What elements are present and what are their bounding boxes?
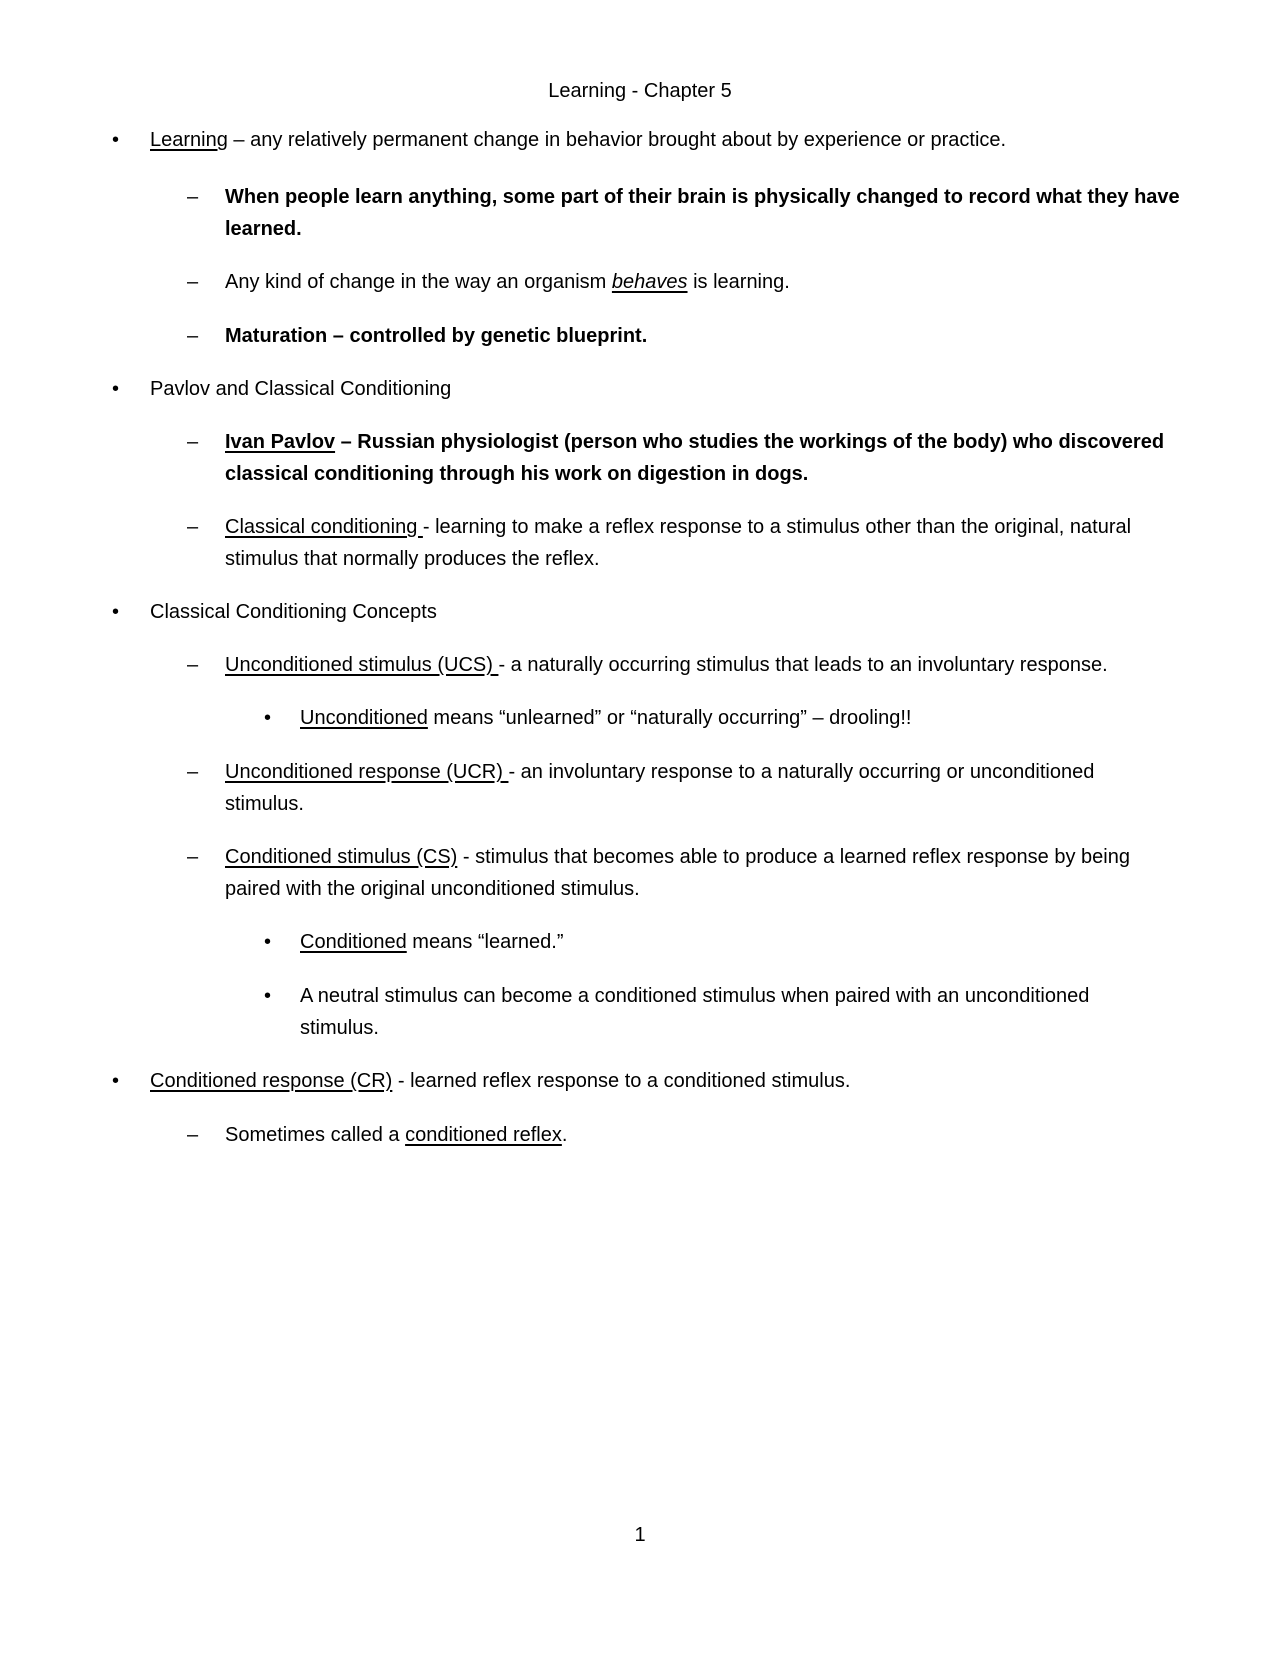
bullet-marker: • bbox=[112, 1070, 120, 1092]
term-conditioned-reflex: conditioned reflex bbox=[405, 1124, 562, 1146]
dash-marker: – bbox=[187, 271, 199, 293]
dash-marker: – bbox=[187, 186, 199, 208]
dash-marker: – bbox=[187, 325, 199, 347]
ucr-line2: stimulus. bbox=[225, 793, 304, 815]
dash-marker: – bbox=[187, 1124, 199, 1146]
term-ucs: Unconditioned stimulus (UCS) bbox=[225, 654, 499, 676]
concepts-heading: Classical Conditioning Concepts bbox=[150, 601, 437, 623]
behaves-pre: Any kind of change in the way an organism bbox=[225, 271, 612, 293]
cs-line1 bbox=[225, 841, 1130, 873]
cs-line2: paired with the original unconditioned stimulus. bbox=[225, 878, 640, 900]
unconditioned-meaning-line bbox=[300, 702, 911, 734]
unconditioned-meaning-text: means “unlearned” or “naturally occurring” – drooling!! bbox=[427, 707, 912, 729]
reflex-post: . bbox=[561, 1124, 568, 1146]
term-classical-conditioning: Classical conditioning bbox=[225, 516, 423, 538]
reflex-pre: Sometimes called a bbox=[225, 1124, 406, 1146]
term-cs: Conditioned stimulus (CS) bbox=[225, 846, 458, 868]
term-learning: Learning bbox=[150, 129, 228, 151]
ucs-line bbox=[225, 649, 1108, 681]
dash-marker: – bbox=[187, 516, 199, 538]
ucr-text1: - an involuntary response to a naturally occurring or unconditioned bbox=[508, 761, 1095, 783]
bullet-marker: • bbox=[264, 931, 272, 953]
learning-def-text: – any relatively permanent change in behavior brought about by experience or practice. bbox=[227, 129, 1007, 151]
term-unconditioned: Unconditioned bbox=[300, 707, 428, 729]
cs-text1: - stimulus that becomes able to produce a learned reflex response by being bbox=[457, 846, 1130, 868]
brain-change-text1: When people learn anything, some part of their brain is physically changed to record what they have bbox=[225, 186, 1180, 208]
brain-change-line1 bbox=[225, 181, 1180, 213]
ivan-pavlov-text1: – Russian physiologist (person who studies the workings of the body) who discovered bbox=[335, 431, 1165, 453]
behaves-post: is learning. bbox=[687, 271, 790, 293]
classical-conditioning-text1: - learning to make a reflex response to a stimulus other than the original, natural bbox=[422, 516, 1132, 538]
brain-change-line2 bbox=[225, 213, 302, 245]
page-title: Learning - Chapter 5 bbox=[548, 80, 732, 102]
dash-marker: – bbox=[187, 846, 199, 868]
term-cr: Conditioned response (CR) bbox=[150, 1070, 393, 1092]
cr-text: - learned reflex response to a conditioned stimulus. bbox=[392, 1070, 851, 1092]
maturation-text: Maturation – controlled by genetic blueprint. bbox=[225, 325, 648, 347]
pavlov-heading: Pavlov and Classical Conditioning bbox=[150, 378, 452, 400]
ucs-text: - a naturally occurring stimulus that leads to an involuntary response. bbox=[498, 654, 1108, 676]
maturation-line bbox=[225, 320, 647, 352]
reflex-line bbox=[225, 1119, 567, 1151]
bullet-marker: • bbox=[264, 707, 272, 729]
term-ucr: Unconditioned response (UCR) bbox=[225, 761, 509, 783]
bullet-marker: • bbox=[112, 378, 120, 400]
neutral-line2: stimulus. bbox=[300, 1017, 379, 1039]
learning-definition bbox=[150, 124, 1006, 156]
ivan-pavlov-line2 bbox=[225, 458, 808, 490]
conditioned-meaning-line bbox=[300, 926, 564, 958]
ivan-pavlov-text2: classical conditioning through his work on digestion in dogs. bbox=[225, 463, 809, 485]
classical-conditioning-line2: stimulus that normally produces the reflex. bbox=[225, 548, 600, 570]
bullet-marker: • bbox=[112, 129, 120, 151]
classical-conditioning-line1 bbox=[225, 511, 1131, 543]
dash-marker: – bbox=[187, 654, 199, 676]
bullet-marker: • bbox=[112, 601, 120, 623]
cr-line bbox=[150, 1065, 850, 1097]
ivan-pavlov-line1 bbox=[225, 426, 1164, 458]
page-number: 1 bbox=[634, 1524, 646, 1546]
term-ivan-pavlov: Ivan Pavlov bbox=[225, 431, 336, 453]
behaves-line bbox=[225, 266, 790, 298]
brain-change-text2: learned. bbox=[225, 218, 302, 240]
ucr-line1 bbox=[225, 756, 1094, 788]
bullet-marker: • bbox=[264, 985, 272, 1007]
term-behaves: behaves bbox=[611, 271, 688, 293]
neutral-line1: A neutral stimulus can become a conditioned stimulus when paired with an unconditioned bbox=[300, 985, 1090, 1007]
dash-marker: – bbox=[187, 431, 199, 453]
term-conditioned: Conditioned bbox=[300, 931, 407, 953]
conditioned-meaning-text: means “learned.” bbox=[406, 931, 564, 953]
dash-marker: – bbox=[187, 761, 199, 783]
